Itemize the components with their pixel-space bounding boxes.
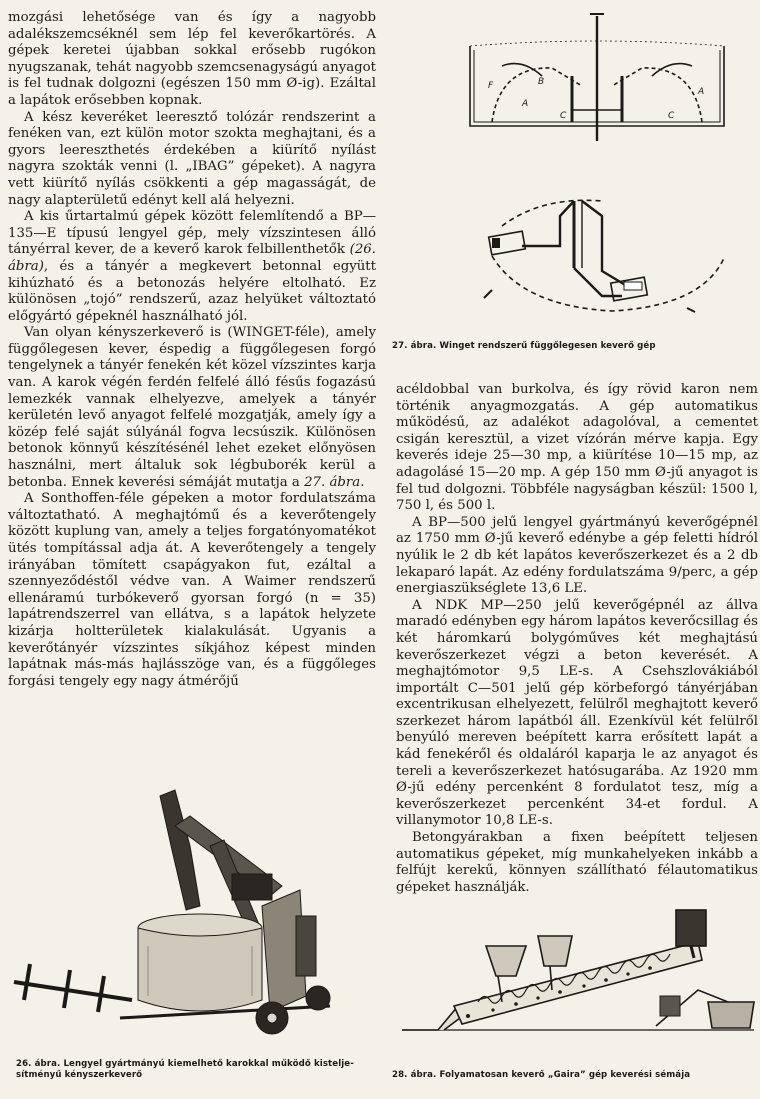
figure-reference: (26. ábra)	[8, 242, 376, 274]
paragraph: mozgási lehetősége van és így a nagyobb adalékszemcséknél sem lép fel keverőkartörés. A gépek keretei újabban sokkal erősebb rugókon nyugszanak, tehát nagyobb szemcsenagyságú anyagot is fel tudnak dolgozni (egészen 150 mm Ø-ig). Ezáltal a lapátok erősebben kopnak.	[8, 10, 376, 108]
figure-reference: 27. ábra	[304, 474, 361, 490]
figure-26-caption: 26. ábra. Lengyel gyártmányú kiemelhető karokkal működő kisteljesítményű kényszerkeverő	[16, 1059, 354, 1080]
paragraph	[8, 325, 376, 491]
paragraph: Betongyárakban a fixen beépített teljesen automatikus gépeket, míg munkahelyeken inkább a felfújt kerekű, könnyen szállítható félautomatikus gépeket használják.	[396, 830, 758, 895]
figure-28-caption: 28. ábra. Folyamatosan keverő „Gaira” gép keverési sémája	[392, 1070, 691, 1080]
right-text-column	[396, 382, 758, 896]
text-run: Van olyan kényszerkeverő is (WINGET-féle), amely függőlegesen kever, éspedig a függőlegesen forgó tengelynek a tányér fenekén két közel vízszintes karja van. A karok végén ferdén felfelé álló fésűs fogazású lemezkék vannak elhelyezve, amelyek a tányér kerületén levő anyagot felfelé mozgatják, amely így a közép felé saját súlyánál fogva lecsúszik. Különösen betonok könnyű készítésénél lehet ezeket előnyösen használni, mert általuk sok légbuborék kerül a betonba. Ennek keverési sémáját mutatja a	[8, 325, 376, 490]
paragraph: A NDK MP—250 jelű keverőgépnél az állva maradó edényben egy három lapátos keverőcsillag és két háromkarú bolygóműves két meghajtású keverőszerkezet végzi a beton keverését. A meghajtómotor 9,5 LE-s. A Csehszlovákiából importált C—501 jelű gép körbeforgó tányérjában excentrikusan elhelyezett, felülről meghajtott keverő szerkezet három lapátból áll. Ezenkívül két felülről benyúló mereven beépített karra erősített lapát a kád fenekéről és oldaláról kaparja le az anyagot és tereli a keverőszerkezet hatósugarába. Az 1920 mm Ø-jű edény percenként 8 fordulatot tesz, míg a keverőszerkezet percenként 34-et fordul. A villanymotor 10,8 LE-s.	[396, 597, 758, 829]
paragraph: A kész keveréket leeresztő tolózár rendszerint a fenéken van, ezt külön motor szokta meghajtani, és a gyors leereszthetés érdekében a kiürítő nyílást nagyra szokták venni (l. „IBAG” gépeket). A nagyra vett kiürítő nyílás csökkenti a gép magasságát, de nagy alapterületű edényt kell alá helyezni.	[8, 109, 376, 208]
fig27-label-a: A	[698, 87, 705, 97]
fig27-label-c: C	[560, 111, 567, 121]
figure-27-caption: 27. ábra. Winget rendszerű függőlegesen keverő gép	[392, 341, 656, 351]
paragraph: A Sonthoffen-féle gépeken a motor fordulatszáma változtatható. A meghajtómű és a keverőtengely között kuplung van, amely a teljes forgatónyomatékot ütés tompítással adja át. A keverőtengely a tengely irányában tömített csapágyakon fut, ezáltal a szennyeződéstől védve van. A Waimer rendszerű ellenáramú turbókeverő gyorsan forgó (n = 35) lapátrendszerrel van ellátva, s a lapátok helyzete kizárja holtterületek kialakulását. Ugyanis a keverőtányér vízszintes síkjához képest minden lapátnak más-más hajlásszöge van, és a függőleges forgási tengely egy nagy átmérőjű	[8, 491, 376, 689]
paragraph: A BP—500 jelű lengyel gyártmányú keverőgépnél az 1750 mm Ø-jű keverő edénybe a gép feletti hídról nyúlik le 2 db két lapátos keverőszerkezet és a 2 db lekaparó lapát. Az edény fordulatszáma 9/perc, a gép energiaszükséglete 13,6 LE.	[396, 514, 758, 597]
figure-27-illustration	[462, 6, 732, 336]
fig27-label-f: F	[488, 81, 494, 91]
text-run: .	[360, 474, 365, 490]
fig27-label-b: B	[538, 77, 545, 87]
left-text-column	[8, 10, 376, 690]
figure-28-illustration	[398, 906, 758, 1066]
fig27-label-a2: A	[522, 99, 529, 109]
figure-26-photo	[0, 786, 380, 1054]
paragraph	[8, 209, 376, 325]
text-run: , és a tányér a megkevert betonnal együtt kihúzható és a betonozás helyére eltolható. Ez különösen „tojó” rendszerű, azaz helyüket változtató előgyártó gépeknél használható jól.	[8, 258, 376, 324]
mixing-arms-perspective	[484, 200, 724, 312]
fig27-label-c2: C	[668, 111, 675, 121]
paragraph: acéldobbal van burkolva, és így rövid karon nem történik anyagmozgatás. A gép automatikus működésű, az adalékot adagolóval, a cementet csigán keresztül, a vizet vízórán mérve kapja. Egy keverés ideje 25—30 mp, a kiürítése 10—15 mp, az adagolásé 15—20 mp. A gép 150 mm Ø-jű anyagot is fel tud dolgozni. Többféle nagyságban készül: 1500 l, 750 l, és 500 l.	[396, 382, 758, 514]
text-run: A kis űrtartalmú gépek között felemlítendő a BP—135—E típusú lengyel gép, mely vízszintesen álló tányérral kever, de a keverő karok felbillenthetők	[8, 209, 376, 258]
pan-cross-section	[470, 14, 724, 141]
